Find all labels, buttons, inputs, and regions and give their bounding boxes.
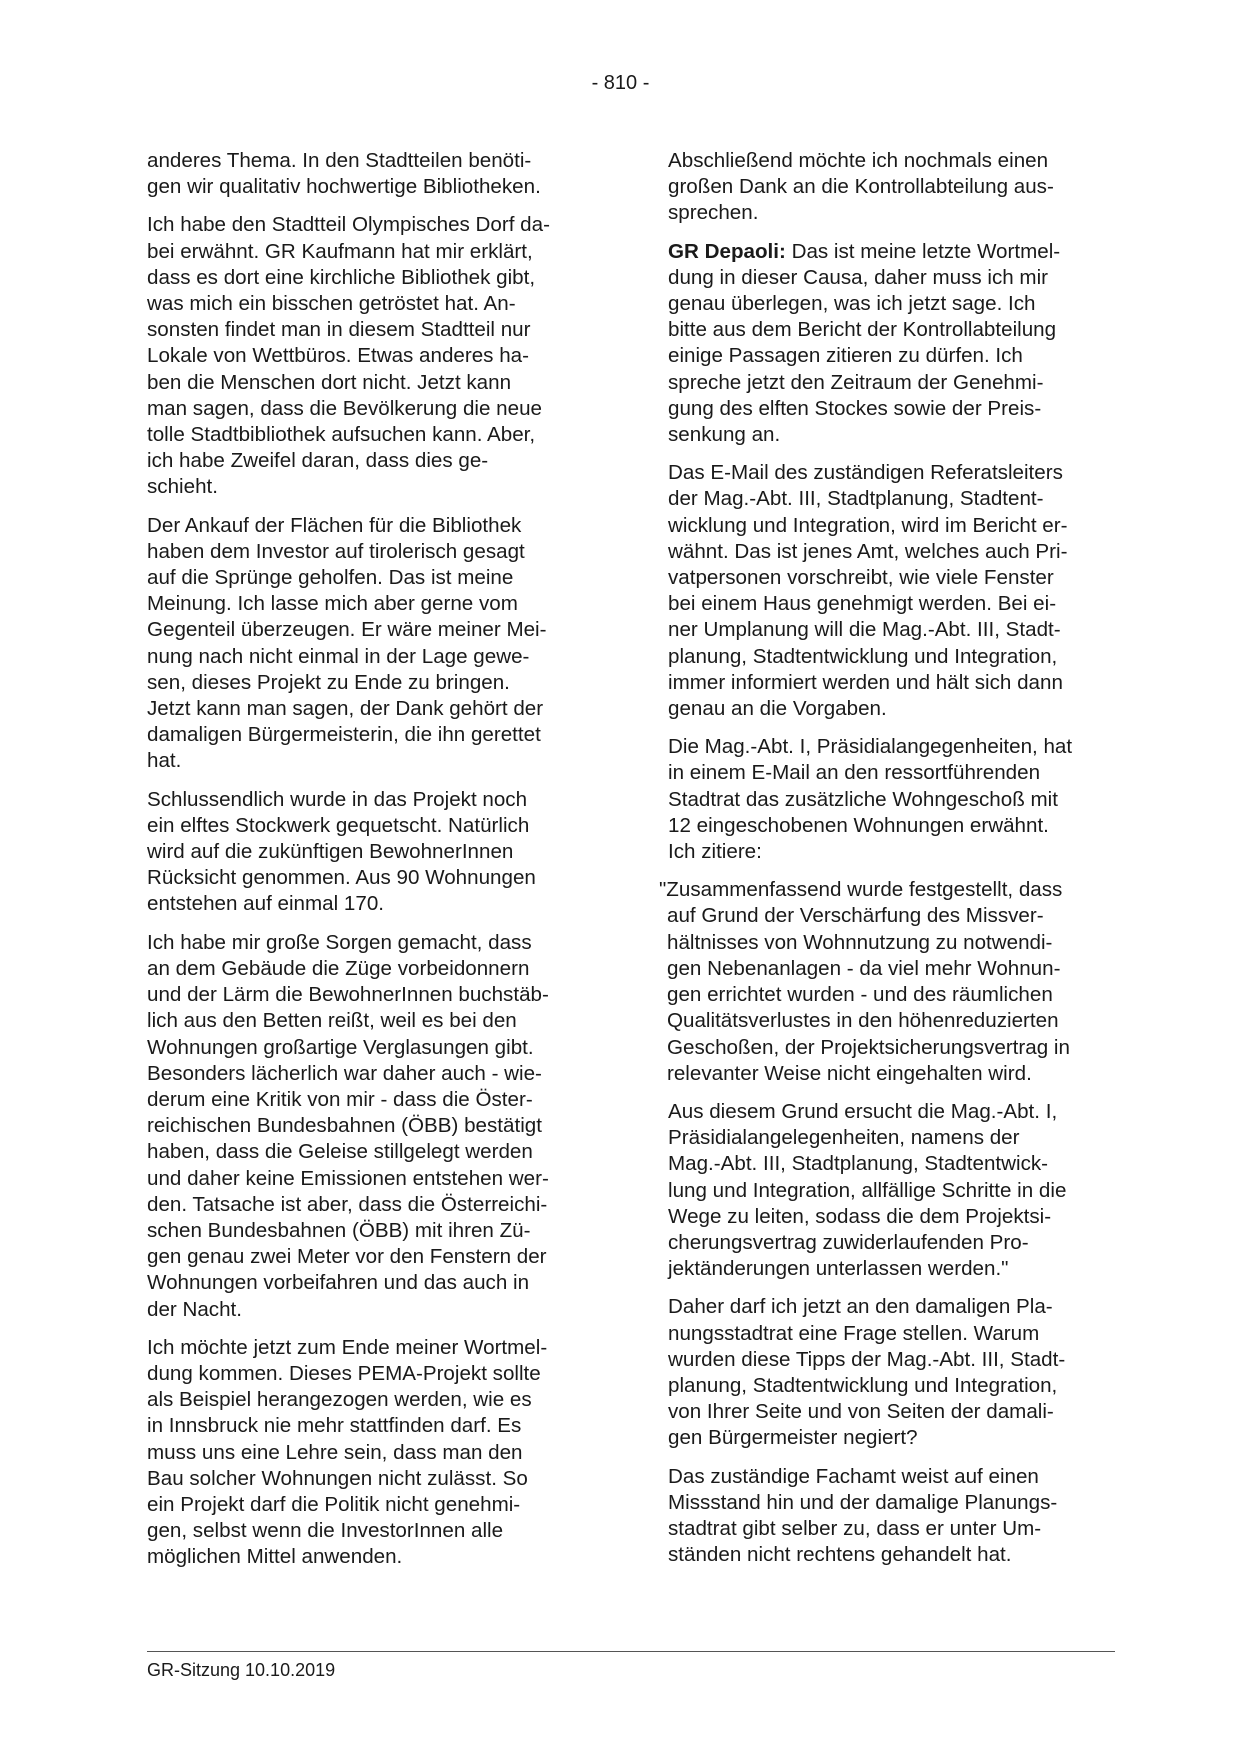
text-line: planung, Stadtentwicklung und Integration, (668, 1373, 1058, 1397)
paragraph (668, 460, 1129, 722)
text-line: tolle Stadtbibliothek aufsuchen kann. Aber, (147, 423, 536, 447)
text-line: cherungsvertrag zuwiderlaufenden Pro- (668, 1230, 1029, 1254)
text-line: was mich ein bisschen getröstet hat. An- (147, 292, 516, 316)
text-line: einige Passagen zitieren zu dürfen. Ich (668, 344, 1023, 368)
text-line: gen wir qualitativ hochwertige Bibliotheken. (147, 175, 541, 199)
text-line: man sagen, dass die Bevölkerung die neue (147, 396, 542, 420)
text-line: als Beispiel herangezogen werden, wie es (147, 1388, 532, 1412)
paragraph (147, 930, 597, 1323)
text-line: hat. (147, 749, 182, 773)
text-line: gen Nebenanlagen - da viel mehr Wohnun- (667, 956, 1061, 980)
text-line: Das zuständige Fachamt weist auf einen (668, 1464, 1039, 1488)
text-line: den. Tatsache ist aber, dass die Österreichi- (147, 1192, 548, 1216)
text-line: haben, dass die Geleise stillgelegt werden (147, 1140, 533, 1164)
text-line: möglichen Mittel anwenden. (147, 1545, 403, 1569)
text-line: der Nacht. (147, 1297, 243, 1321)
text-line: Das E-Mail des zuständigen Referatsleiters (668, 461, 1063, 485)
text-line: wähnt. Das ist jenes Amt, welches auch Pri- (668, 539, 1068, 563)
text-line: gung des elften Stockes sowie der Preis- (668, 396, 1042, 420)
paragraph (147, 212, 597, 500)
text-line: anderes Thema. In den Stadtteilen benöti- (147, 149, 532, 172)
speaker-name: GR Depaoli: (668, 239, 786, 263)
text-line: nungsstadtrat eine Frage stellen. Warum (668, 1321, 1040, 1345)
paragraph (147, 148, 597, 200)
text-line: in einem E-Mail an den ressortführenden (668, 761, 1041, 785)
text-line: hältnisses von Wohnnutzung zu notwendi- (667, 930, 1053, 954)
text-line: ein Projekt darf die Politik nicht genehmi- (147, 1492, 521, 1516)
text-line: der Mag.-Abt. III, Stadtplanung, Stadtent- (668, 487, 1044, 511)
quote-paragraph (668, 1099, 1129, 1282)
text-line: an dem Gebäude die Züge vorbeidonnern (147, 956, 530, 980)
text-line: ständen nicht rechtens gehandelt hat. (668, 1543, 1012, 1567)
text-line: Meinung. Ich lasse mich aber gerne vom (147, 592, 518, 616)
speaker-first-line: Das ist meine letzte Wortmel- (785, 239, 1061, 263)
text-line: damaligen Bürgermeisterin, die ihn gerettet (147, 723, 541, 747)
text-line: Daher darf ich jetzt an den damaligen Pla- (668, 1295, 1053, 1319)
text-line: Präsidialangelegenheiten, namens der (668, 1126, 1020, 1150)
speaker-paragraph (668, 239, 1129, 449)
text-line: relevanter Weise nicht eingehalten wird. (667, 1061, 1032, 1085)
text-line: gen genau zwei Meter vor den Fenstern der (147, 1245, 547, 1269)
text-line: Mag.-Abt. III, Stadtplanung, Stadtentwick- (668, 1152, 1049, 1176)
text-line: vatpersonen vorschreibt, wie viele Fenster (668, 566, 1054, 590)
paragraph (668, 148, 1129, 227)
footer-session-date: GR-Sitzung 10.10.2019 (147, 1660, 336, 1680)
text-line: dung kommen. Dieses PEMA-Projekt sollte (147, 1361, 541, 1385)
text-line: Abschließend möchte ich nochmals einen (668, 149, 1049, 172)
text-line: Wohnungen vorbeifahren und das auch in (147, 1271, 530, 1295)
text-line: wicklung und Integration, wird im Bericht er- (668, 513, 1068, 537)
text-line: auf Grund der Verschärfung des Missver- (667, 904, 1044, 928)
text-line: Wege zu leiten, sodass die dem Projektsi- (668, 1204, 1052, 1228)
text-line: schieht. (147, 475, 218, 499)
paragraph (668, 1294, 1129, 1451)
paragraph (147, 1335, 597, 1571)
text-line: ben die Menschen dort nicht. Jetzt kann (147, 370, 512, 394)
text-line: dass es dort eine kirchliche Bibliothek gibt, (147, 265, 536, 289)
text-line: auf die Sprünge geholfen. Das ist meine (147, 566, 514, 590)
text-line: ner Umplanung will die Mag.-Abt. III, Stadt- (668, 618, 1061, 642)
text-line: Gegenteil überzeugen. Er wäre meiner Mei- (147, 618, 547, 642)
footer-divider (147, 1651, 1115, 1652)
text-line: senkung an. (668, 423, 781, 447)
text-line: muss uns eine Lehre sein, dass man den (147, 1440, 523, 1464)
text-line: wird auf die zukünftigen BewohnerInnen (147, 840, 514, 864)
text-line: bei einem Haus genehmigt werden. Bei ei- (668, 592, 1057, 616)
text-line: gen, selbst wenn die InvestorInnen alle (147, 1519, 504, 1543)
text-line: Die Mag.-Abt. I, Präsidialangegenheiten, hat (668, 735, 1073, 759)
text-line: von Ihrer Seite und von Seiten der damali- (668, 1400, 1054, 1424)
text-line: stadtrat gibt selber zu, dass er unter Um- (668, 1516, 1042, 1540)
text-line: Wohnungen großartige Verglasungen gibt. (147, 1035, 534, 1059)
paragraph (668, 1464, 1129, 1569)
paragraph (668, 734, 1129, 865)
text-line: und der Lärm die BewohnerInnen buchstäb- (147, 983, 549, 1007)
text-line: in Innsbruck nie mehr stattfinden darf. Es (147, 1414, 522, 1438)
text-line: bitte aus dem Bericht der Kontrollabteilung (668, 318, 1057, 342)
text-line: ein elftes Stockwerk gequetscht. Natürlich (147, 813, 530, 837)
text-line: gen Bürgermeister negiert? (668, 1426, 918, 1450)
text-line: Der Ankauf der Flächen für die Bibliothek (147, 513, 522, 537)
text-line: und daher keine Emissionen entstehen wer- (147, 1166, 549, 1190)
text-line: Ich möchte jetzt zum Ende meiner Wortmel- (147, 1335, 548, 1359)
text-line: sprechen. (668, 201, 759, 225)
text-line: Missstand hin und der damalige Planungs- (668, 1490, 1058, 1514)
text-line: derum eine Kritik von mir - dass die Öster- (147, 1087, 533, 1111)
text-line: dung in dieser Causa, daher muss ich mir (668, 265, 1049, 289)
text-line: Aus diesem Grund ersucht die Mag.-Abt. I, (668, 1099, 1058, 1123)
paragraph (147, 787, 597, 918)
text-line: "Zusammenfassend wurde festgestellt, dass (659, 878, 1063, 902)
text-line: nung nach nicht einmal in der Lage gewe- (147, 644, 530, 668)
text-line: Jetzt kann man sagen, der Dank gehört der (147, 697, 544, 721)
quote-paragraph (659, 877, 1129, 1087)
text-line: Ich zitiere: (668, 840, 762, 864)
text-line: Ich habe mir große Sorgen gemacht, dass (147, 930, 532, 954)
text-line: wurden diese Tipps der Mag.-Abt. III, Stadt- (668, 1347, 1066, 1371)
text-line: Geschoßen, der Projektsicherungsvertrag in (667, 1035, 1070, 1059)
right-column (659, 148, 1129, 1580)
left-column (147, 148, 597, 1583)
text-line: bei erwähnt. GR Kaufmann hat mir erklärt, (147, 239, 533, 263)
text-line: Stadtrat das zusätzliche Wohngeschoß mit (668, 787, 1058, 811)
text-line: entstehen auf einmal 170. (147, 892, 384, 916)
text-line: spreche jetzt den Zeitraum der Genehmi- (668, 370, 1044, 394)
text-line: jektänderungen unterlassen werden." (668, 1257, 1009, 1281)
text-line: Qualitätsverlustes in den höhenreduzierten (667, 1009, 1059, 1033)
text-line: ich habe Zweifel daran, dass dies ge- (147, 449, 489, 473)
text-line: reichischen Bundesbahnen (ÖBB) bestätigt (147, 1114, 542, 1138)
text-line: sonsten findet man in diesem Stadtteil nur (147, 318, 531, 342)
text-line: haben dem Investor auf tirolerisch gesagt (147, 539, 525, 563)
text-line: sen, dieses Projekt zu Ende zu bringen. (147, 670, 510, 694)
paragraph (147, 513, 597, 775)
text-line: großen Dank an die Kontrollabteilung aus- (668, 175, 1054, 199)
text-line: Besonders lächerlich war daher auch - wie- (147, 1061, 542, 1085)
page-number: - 810 - (591, 72, 650, 94)
text-line: lung und Integration, allfällige Schritte in die (668, 1178, 1067, 1202)
text-line: Lokale von Wettbüros. Etwas anderes ha- (147, 344, 529, 368)
text-line: lich aus den Betten reißt, weil es bei den (147, 1009, 517, 1033)
text-line: genau überlegen, was ich jetzt sage. Ich (668, 292, 1036, 316)
text-line: Rücksicht genommen. Aus 90 Wohnungen (147, 866, 536, 890)
text-line: immer informiert werden und hält sich dann (668, 670, 1063, 694)
text-line: gen errichtet wurden - und des räumlichen (667, 983, 1053, 1007)
text-line: schen Bundesbahnen (ÖBB) mit ihren Zü- (147, 1218, 531, 1242)
text-line: genau an die Vorgaben. (668, 697, 887, 721)
text-line: Ich habe den Stadtteil Olympisches Dorf da- (147, 213, 550, 237)
text-line: planung, Stadtentwicklung und Integration, (668, 644, 1058, 668)
text-line: Schlussendlich wurde in das Projekt noch (147, 787, 528, 811)
text-line: Bau solcher Wohnungen nicht zulässt. So (147, 1466, 528, 1490)
text-line: 12 eingeschobenen Wohnungen erwähnt. (668, 813, 1049, 837)
